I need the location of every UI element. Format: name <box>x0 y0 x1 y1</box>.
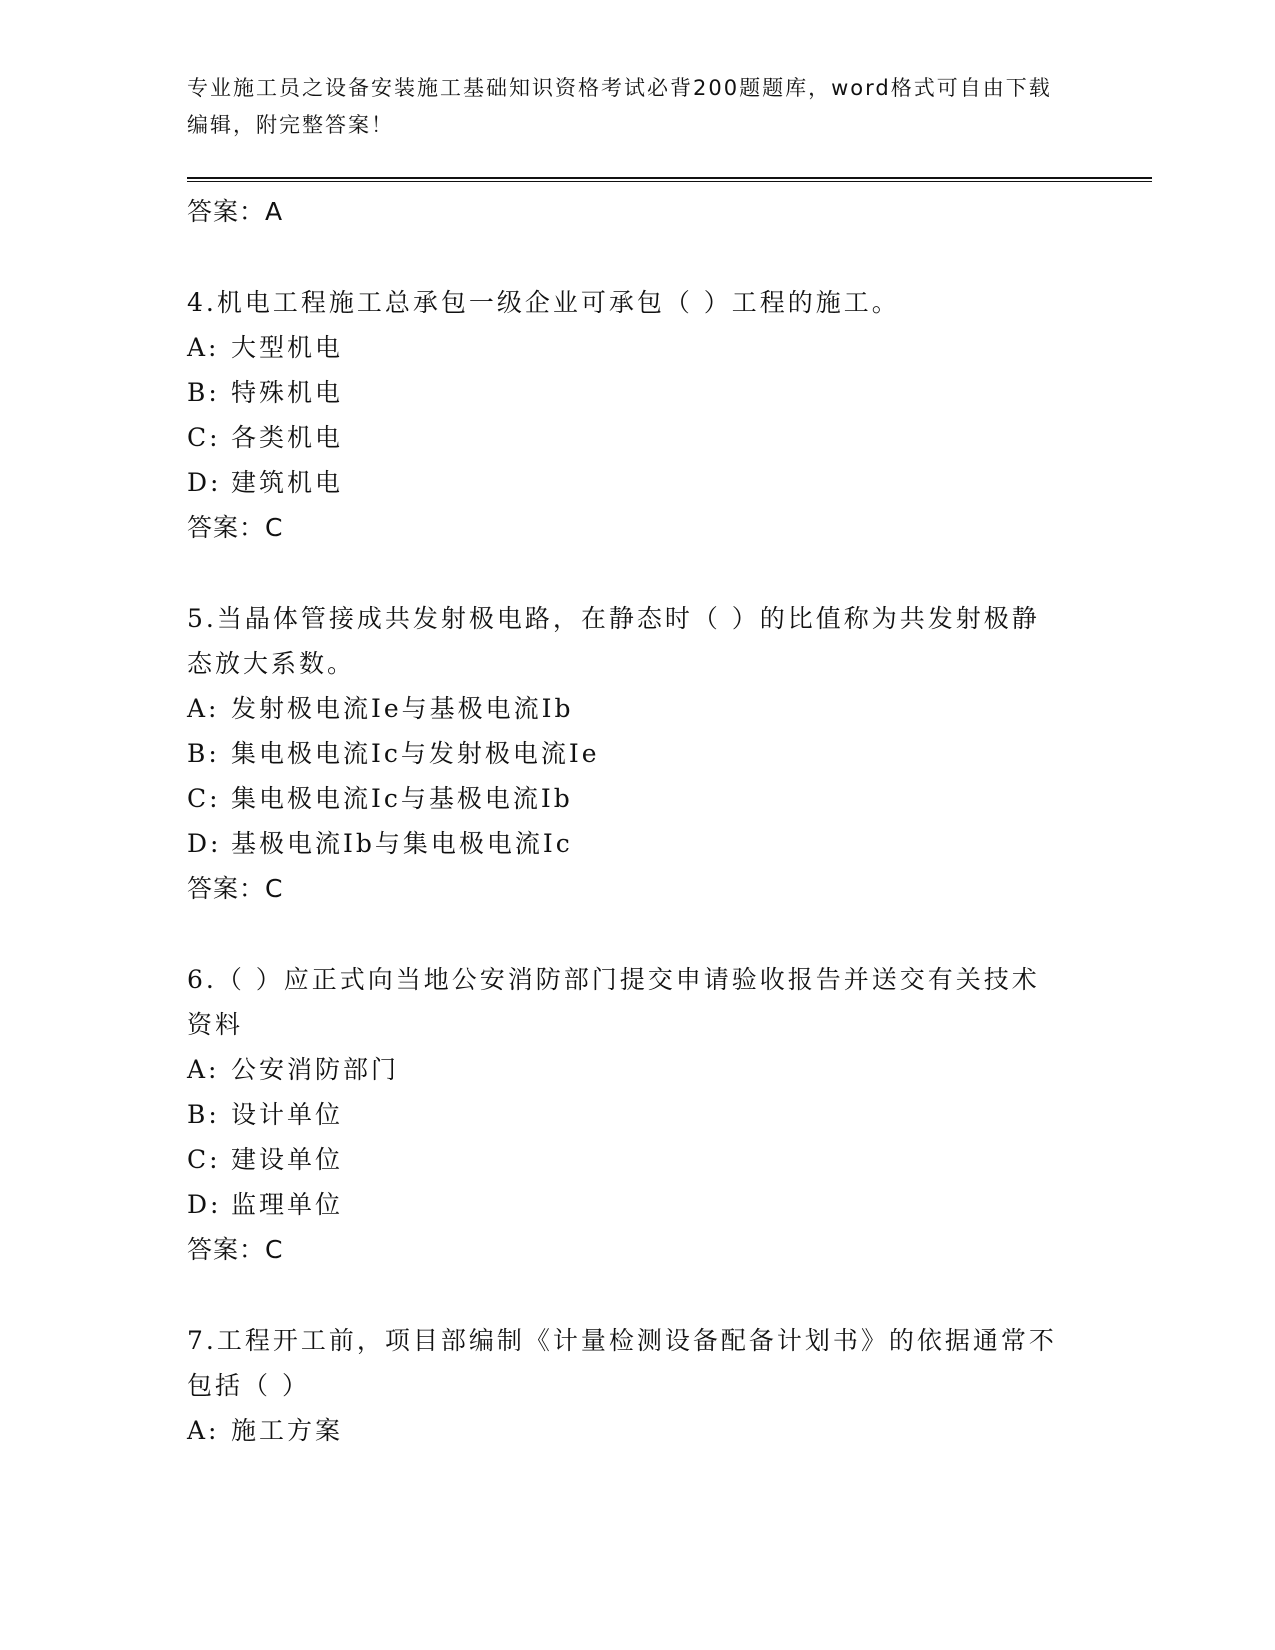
answer-line: 答案：C <box>187 513 284 542</box>
option-text: 公安消防部门 <box>231 1055 400 1084</box>
option-c <box>187 776 1067 821</box>
option-c <box>187 415 1067 460</box>
header-divider <box>187 177 1152 182</box>
option-text: 大型机电 <box>231 333 344 362</box>
option-key: C: <box>187 784 221 813</box>
answer-line: 答案：C <box>187 874 284 903</box>
answer-line: 答案：A <box>187 197 284 226</box>
option-text: 监理单位 <box>231 1190 344 1219</box>
option-text: 建设单位 <box>231 1145 344 1174</box>
option-key: A: <box>187 694 220 723</box>
option-key: B: <box>187 739 220 768</box>
option-a <box>187 1047 1067 1092</box>
option-a <box>187 325 1067 370</box>
question-list <box>187 189 1067 1453</box>
question-stem: 4.机电工程施工总承包一级企业可承包（ ）工程的施工。 <box>187 288 900 317</box>
option-key: D: <box>187 468 222 497</box>
question-stem: 6.（ ）应正式向当地公安消防部门提交申请验收报告并送交有关技术资料 <box>187 965 1040 1039</box>
option-text: 特殊机电 <box>231 378 344 407</box>
option-text: 发射极电流Ie与基极电流Ib <box>231 694 574 723</box>
answer-line: 答案：C <box>187 1235 284 1264</box>
option-a <box>187 686 1067 731</box>
option-key: A: <box>187 333 220 362</box>
question-6 <box>187 957 1067 1272</box>
option-b <box>187 370 1067 415</box>
option-d <box>187 821 1067 866</box>
option-d <box>187 1182 1067 1227</box>
question-stem: 5.当晶体管接成共发射极电路，在静态时（ ）的比值称为共发射极静态放大系数。 <box>187 604 1040 678</box>
question-7 <box>187 1318 1067 1453</box>
question-stem: 7.工程开工前，项目部编制《计量检测设备配备计划书》的依据通常不包括（ ） <box>187 1326 1057 1400</box>
option-key: B: <box>187 378 220 407</box>
option-key: A: <box>187 1055 220 1084</box>
option-text: 施工方案 <box>231 1416 344 1445</box>
option-text: 集电极电流Ic与发射极电流Ie <box>231 739 600 768</box>
option-key: B: <box>187 1100 220 1129</box>
option-key: C: <box>187 1145 221 1174</box>
option-b <box>187 731 1067 776</box>
option-text: 基极电流Ib与集电极电流Ic <box>231 829 573 858</box>
document-header: 专业施工员之设备安装施工基础知识资格考试必背200题题库，word格式可自由下载编辑，附完整答案！ <box>187 76 1052 137</box>
question-4 <box>187 280 1067 550</box>
option-d <box>187 460 1067 505</box>
option-c <box>187 1137 1067 1182</box>
option-key: D: <box>187 1190 222 1219</box>
option-text: 集电极电流Ic与基极电流Ib <box>231 784 573 813</box>
option-text: 建筑机电 <box>231 468 344 497</box>
option-key: D: <box>187 829 222 858</box>
option-a <box>187 1408 1067 1453</box>
option-text: 各类机电 <box>231 423 344 452</box>
option-key: C: <box>187 423 221 452</box>
question-5 <box>187 596 1067 911</box>
option-b <box>187 1092 1067 1137</box>
option-key: A: <box>187 1416 220 1445</box>
option-text: 设计单位 <box>231 1100 344 1129</box>
